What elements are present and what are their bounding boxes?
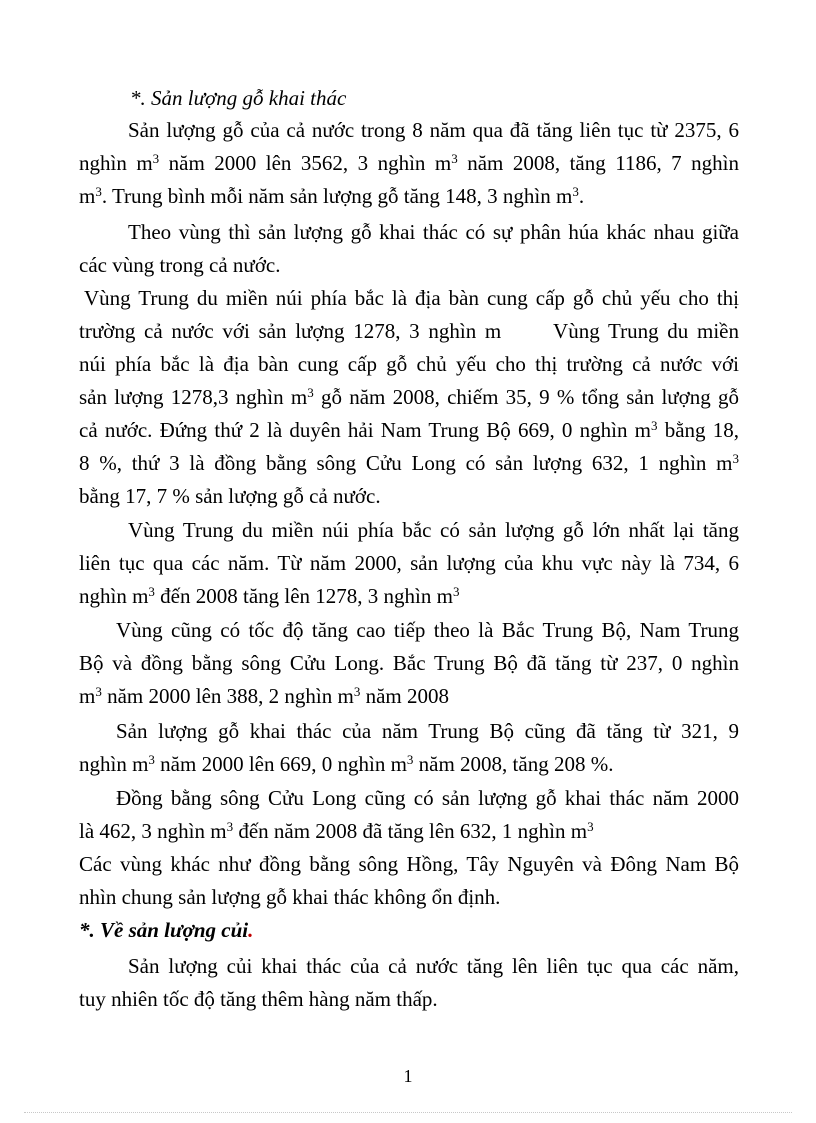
text-run: . bbox=[578, 184, 585, 208]
superscript: 3 bbox=[406, 752, 414, 767]
paragraph-line bbox=[79, 881, 739, 913]
superscript: 3 bbox=[95, 684, 102, 699]
text-run: năm 2008, tăng 208 %. bbox=[413, 752, 614, 776]
paragraph-line bbox=[128, 114, 739, 146]
text-run: năm 2008, tăng 1186, 7 nghìn bbox=[457, 151, 739, 175]
heading-firewood-output bbox=[79, 914, 739, 946]
paragraph-line bbox=[79, 580, 739, 612]
paragraph-line bbox=[116, 614, 739, 646]
text-run: Sản lượng củi khai thác của cả nước tăng lên liên tục qua các năm, bbox=[128, 954, 739, 978]
text-run: sản lượng 1278,3 nghìn m bbox=[79, 385, 308, 409]
paragraph-line bbox=[79, 480, 739, 512]
paragraph-line bbox=[79, 414, 739, 446]
paragraph-line bbox=[79, 180, 739, 212]
text-run: liên tục qua các năm. Từ năm 2000, sản lượng của khu vực này là 734, 6 bbox=[79, 551, 739, 575]
page-number: 1 bbox=[403, 1066, 413, 1086]
paragraph-line bbox=[79, 348, 739, 380]
text-run: đến 2008 tăng lên 1278, 3 nghìn m bbox=[154, 584, 453, 608]
text-run: bằng 18, bbox=[657, 418, 739, 442]
text-run: 8 %, thứ 3 là đồng bằng sông Cửu Long có sản lượng 632, 1 nghìn m bbox=[79, 451, 733, 475]
text-run: m bbox=[79, 184, 96, 208]
text-run: năm 2000 lên 388, 2 nghìn m bbox=[101, 684, 354, 708]
paragraph-line bbox=[79, 447, 739, 479]
text-run: bằng 17, 7 % sản lượng gỗ cả nước. bbox=[79, 484, 381, 508]
superscript: 3 bbox=[226, 819, 234, 834]
text-run: nghìn m bbox=[79, 151, 153, 175]
text-run: các vùng trong cả nước. bbox=[79, 253, 281, 277]
paragraph-line bbox=[79, 848, 739, 880]
text-run: đến năm 2008 đã tăng lên 632, 1 nghìn m bbox=[233, 819, 588, 843]
text-run: *. Về sản lượng củi bbox=[79, 918, 249, 942]
text-run: núi phía bắc là địa bàn cung cấp gỗ chủ yếu cho thị trường cả nước với bbox=[79, 352, 739, 376]
text-run: tuy nhiên tốc độ tăng thêm hàng năm thấp. bbox=[79, 987, 438, 1011]
paragraph-line bbox=[79, 315, 739, 347]
text-run: cả nước. Đứng thứ 2 là duyên hải Nam Trung Bộ 669, 0 nghìn m bbox=[79, 418, 651, 442]
text-run: năm 2000 lên 3562, 3 nghìn m bbox=[159, 151, 452, 175]
text-run: Vùng Trung du miền núi phía bắc là địa bàn cung cấp gỗ chủ yếu cho thị bbox=[84, 286, 739, 310]
superscript: 3 bbox=[451, 151, 458, 166]
paragraph-line bbox=[116, 782, 739, 814]
superscript: 3 bbox=[95, 184, 102, 199]
superscript: 3 bbox=[587, 819, 594, 834]
accent-mark: . bbox=[248, 918, 254, 942]
paragraph-line bbox=[128, 514, 739, 546]
superscript: 3 bbox=[307, 385, 314, 400]
text-run: *. Sản lượng gỗ khai thác bbox=[130, 86, 347, 110]
paragraph-line bbox=[116, 715, 739, 747]
superscript: 3 bbox=[651, 418, 658, 433]
paragraph-line bbox=[128, 950, 739, 982]
text-run: trường cả nước với sản lượng 1278, 3 nghìn m Vùng Trung du miền bbox=[79, 319, 739, 343]
text-run: Các vùng khác như đồng bằng sông Hồng, Tây Nguyên và Đông Nam Bộ bbox=[79, 852, 739, 876]
superscript: 3 bbox=[452, 584, 460, 599]
superscript: 3 bbox=[353, 684, 361, 699]
text-run: nghìn m bbox=[79, 752, 149, 776]
text-run: nghìn m bbox=[79, 584, 149, 608]
paragraph-line bbox=[79, 748, 739, 780]
paragraph-line bbox=[79, 983, 739, 1015]
paragraph-line bbox=[79, 647, 739, 679]
text-run: Sản lượng gỗ khai thác của năm Trung Bộ cũng đã tăng từ 321, 9 bbox=[116, 719, 739, 743]
superscript: 3 bbox=[152, 151, 160, 166]
heading-wood-output bbox=[130, 82, 790, 114]
page-bottom-border bbox=[24, 1112, 792, 1113]
text-run: Sản lượng gỗ của cả nước trong 8 năm qua đã tăng liên tục từ 2375, 6 bbox=[128, 118, 739, 142]
paragraph-line bbox=[79, 381, 739, 413]
paragraph-line bbox=[84, 282, 739, 314]
superscript: 3 bbox=[148, 752, 155, 767]
text-run: là 462, 3 nghìn m bbox=[79, 819, 227, 843]
paragraph-line bbox=[128, 216, 739, 248]
text-run: năm 2008 bbox=[360, 684, 449, 708]
paragraph-line bbox=[79, 147, 739, 179]
superscript: 3 bbox=[572, 184, 579, 199]
text-run: Vùng Trung du miền núi phía bắc có sản lượng gỗ lớn nhất lại tăng bbox=[128, 518, 739, 542]
text-run: . Trung bình mỗi năm sản lượng gỗ tăng 148, 3 nghìn m bbox=[101, 184, 573, 208]
text-run: Bộ và đồng bằng sông Cửu Long. Bắc Trung Bộ đã tăng từ 237, 0 nghìn bbox=[79, 651, 739, 675]
text-run: gỗ năm 2008, chiếm 35, 9 % tổng sản lượng gỗ bbox=[313, 385, 740, 409]
text-run: Đồng bằng sông Cửu Long cũng có sản lượng gỗ khai thác năm 2000 bbox=[116, 786, 739, 810]
text-run: Vùng cũng có tốc độ tăng cao tiếp theo là Bắc Trung Bộ, Nam Trung bbox=[116, 618, 739, 642]
superscript: 3 bbox=[148, 584, 155, 599]
text-run: nhìn chung sản lượng gỗ khai thác không ổn định. bbox=[79, 885, 501, 909]
paragraph-line bbox=[79, 547, 739, 579]
text-run: năm 2000 lên 669, 0 nghìn m bbox=[154, 752, 407, 776]
paragraph-line bbox=[79, 680, 739, 712]
text-run: m bbox=[79, 684, 96, 708]
superscript: 3 bbox=[732, 451, 739, 466]
paragraph-line bbox=[79, 815, 739, 847]
text-run: Theo vùng thì sản lượng gỗ khai thác có sự phân húa khác nhau giữa bbox=[128, 220, 739, 244]
paragraph-line bbox=[79, 249, 739, 281]
